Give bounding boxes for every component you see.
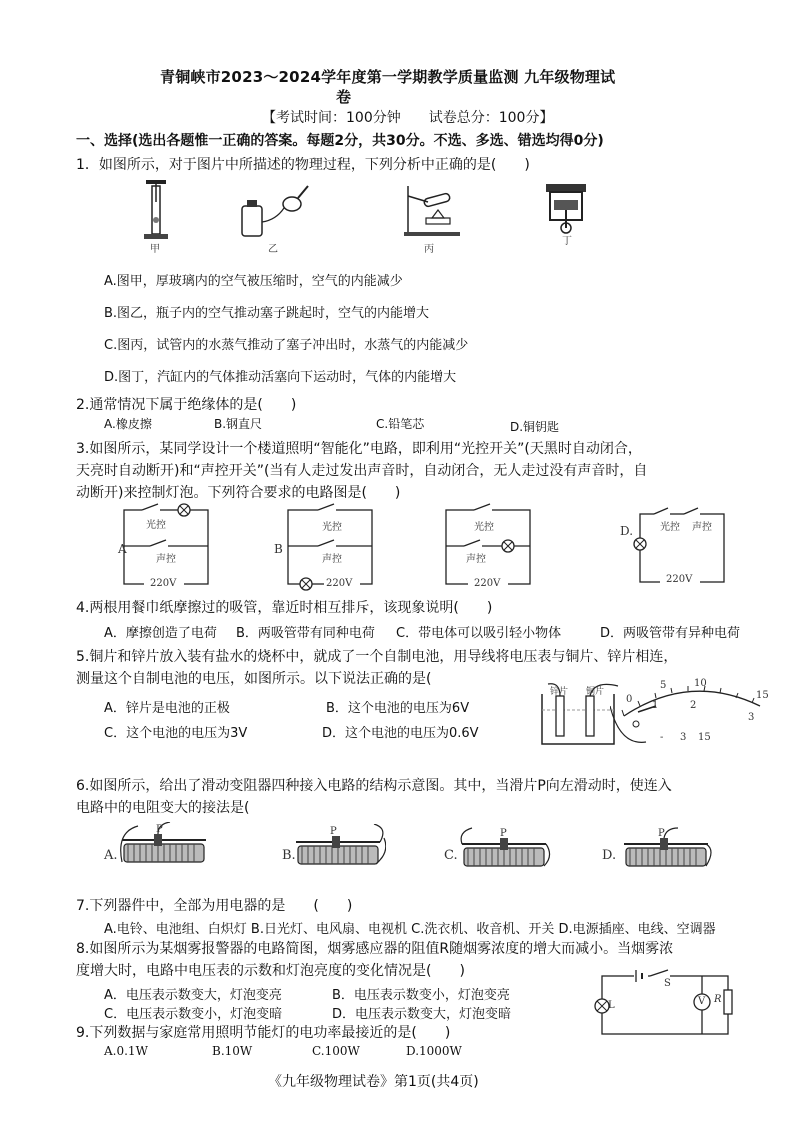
- q1-option-b: B.图乙，瓶子内的空气推动塞子跳起时，空气的内能增大: [104, 306, 430, 321]
- q6-letter-d: D.: [602, 848, 617, 863]
- q3-a-light-label: 光控: [146, 520, 166, 531]
- q4-option-c: C．带电体可以吸引轻小物体: [396, 626, 562, 641]
- q8-stem-line1: 8.如图所示为某烟雾报警器的电路简图，烟雾感应器的阻值R随烟雾浓度的增大而减小。当烟雾浓: [76, 941, 674, 957]
- q3-letter-d: D.: [620, 524, 634, 538]
- q8-option-d: D．电压表示数变大，灯泡变暗: [332, 1007, 512, 1022]
- q5-scale-top-10: 10: [694, 678, 707, 689]
- q1-stem: 1．如图所示，对于图片中所描述的物理过程，下列分析中正确的是( ): [76, 157, 530, 173]
- q6-slider-c: P: [500, 828, 507, 839]
- section1-heading: 一、选择(选出各题惟一正确的答案。每题2分，共30分。不选、多选、错选均得0分): [76, 133, 604, 149]
- q8-switch-label: S: [664, 978, 671, 989]
- q3-letter-a: A: [118, 542, 127, 556]
- q9-option-c: C.100W: [312, 1044, 360, 1058]
- q5-scale-top-5: 5: [660, 680, 667, 691]
- q3-b-sound-label: 声控: [322, 554, 342, 565]
- q3-b-light-label: 光控: [322, 522, 342, 533]
- q5-terminal-3: 3: [680, 732, 687, 743]
- q1-label-yi: 乙: [268, 244, 278, 255]
- q5-option-d: D．这个电池的电压为0.6V: [322, 726, 479, 741]
- q3-stem-line1: 3.如图所示，某同学设计一个楼道照明“智能化”电路，即利用“光控开关”(天黑时自动闭合，: [76, 441, 642, 457]
- q3-d-sound-label: 声控: [692, 522, 712, 533]
- q6-rheostat-a: [118, 822, 212, 872]
- q5-copper-label: 铜片: [586, 687, 605, 697]
- q7-stem: 7.下列器件中，全部为用电器的是 ( ): [76, 898, 353, 914]
- q5-scale-bottom-2: 2: [690, 700, 697, 711]
- q1-label-jia: 甲: [150, 244, 160, 255]
- q6-slider-d: P: [658, 828, 665, 839]
- q2-option-b: B.钢直尺: [214, 417, 263, 431]
- exam-info: 【考试时间：100分钟 试卷总分：100分】: [262, 110, 554, 126]
- q5-terminal-neg: -: [660, 732, 664, 743]
- q3-stem-line2: 天亮时自动断开)和“声控开关”(当有人走过发出声音时，自动闭合，无人走过没有声音时，自: [76, 463, 648, 479]
- q9-option-b: B.10W: [212, 1044, 253, 1058]
- q8-stem-line2: 度增大时，电路中电压表的示数和灯泡亮度的变化情况是( ): [76, 963, 465, 979]
- q6-slider-a: P: [156, 824, 163, 835]
- q7-options: A.电铃、电池组、白炽灯 B.日光灯、电风扇、电视机 C.洗衣机、收音机、开关 D.电源插座、电线、空调器: [104, 922, 716, 937]
- q8-option-c: C．电压表示数变小，灯泡变暗: [104, 1007, 283, 1022]
- q5-option-c: C．这个电池的电压为3V: [104, 726, 248, 741]
- q9-option-d: D.1000W: [406, 1044, 462, 1058]
- q5-voltmeter-figure: [610, 676, 770, 752]
- q5-scale-top-15: 15: [756, 690, 769, 701]
- q6-stem-line2: 电路中的电阻变大的接法是(: [76, 800, 250, 816]
- q5-scale-top-0: 0: [626, 694, 633, 705]
- q1-label-ding: 丁: [562, 236, 572, 247]
- q6-rheostat-b: [292, 824, 386, 874]
- q3-d-light-label: 光控: [660, 522, 680, 533]
- q4-option-a: A．摩擦创造了电荷: [104, 626, 217, 641]
- q8-resistor-label: R: [714, 994, 722, 1005]
- q3-c-voltage: 220V: [474, 578, 501, 589]
- q3-a-voltage: 220V: [150, 578, 177, 589]
- q5-stem-line2: 测量这个自制电池的电压，如图所示。以下说法正确的是(: [76, 671, 432, 687]
- q5-scale-bottom-3: 3: [748, 712, 755, 723]
- q9-option-a: A.0.1W: [104, 1044, 148, 1058]
- exam-title-line1: 青铜峡市2023～2024学年度第一学期教学质量监测 九年级物理试: [160, 68, 616, 86]
- q9-stem: 9.下列数据与家庭常用照明节能灯的电功率最接近的是( ): [76, 1025, 451, 1041]
- q1-figure-bing: [404, 182, 464, 240]
- q3-a-sound-label: 声控: [156, 554, 176, 565]
- q3-b-voltage: 220V: [326, 578, 353, 589]
- q2-option-c: C.铅笔芯: [376, 417, 425, 431]
- q3-stem-line3: 动断开)来控制灯泡。下列符合要求的电路图是( ): [76, 485, 401, 501]
- q4-stem: 4.两根用餐巾纸摩擦过的吸管，靠近时相互排斥，该现象说明( ): [76, 600, 493, 616]
- q2-option-a: A.橡皮擦: [104, 417, 152, 431]
- q1-option-c: C.图丙，试管内的水蒸气推动了塞子冲出时，水蒸气的内能减少: [104, 338, 469, 353]
- q3-c-light-label: 光控: [474, 522, 494, 533]
- q5-option-a: A．锌片是电池的正极: [104, 701, 230, 716]
- q1-option-d: D.图丁，汽缸内的气体推动活塞向下运动时，气体的内能增大: [104, 370, 457, 385]
- q6-slider-b: P: [330, 826, 337, 837]
- q6-letter-c: C.: [444, 848, 458, 863]
- page-footer: 《九年级物理试卷》第1页(共4页): [268, 1074, 479, 1090]
- q6-letter-a: A.: [104, 848, 118, 863]
- q1-figure-jia: [138, 180, 178, 248]
- q6-letter-b: B.: [282, 848, 296, 863]
- q5-terminal-15: 15: [698, 732, 711, 743]
- q6-rheostat-d: [620, 826, 714, 876]
- q4-option-b: B．两吸管带有同种电荷: [236, 626, 375, 641]
- q1-option-a: A.图甲，厚玻璃内的空气被压缩时，空气的内能减少: [104, 274, 403, 289]
- q8-lamp-label: L: [608, 1000, 615, 1011]
- q2-option-d: D.铜钥匙: [510, 420, 560, 434]
- q5-option-b: B．这个电池的电压为6V: [326, 701, 470, 716]
- q5-stem-line1: 5.铜片和锌片放入装有盐水的烧杯中，就成了一个自制电池，用导线将电压表与铜片、锌片相连，: [76, 649, 678, 665]
- q2-stem: 2.通常情况下属于绝缘体的是( ): [76, 397, 297, 413]
- q6-stem-line1: 6.如图所示，给出了滑动变阻器四种接入电路的结构示意图。其中，当滑片P向左滑动时，使连入: [76, 778, 672, 794]
- q3-d-voltage: 220V: [666, 574, 693, 585]
- q1-figure-ding: [540, 180, 596, 236]
- q1-figure-yi: [236, 180, 316, 242]
- q8-option-a: A．电压表示数变大，灯泡变亮: [104, 988, 282, 1003]
- q8-option-b: B．电压表示数变小，灯泡变亮: [332, 988, 510, 1003]
- q8-meter-label: V: [698, 996, 706, 1007]
- q3-letter-b: B: [274, 542, 283, 556]
- q4-option-d: D．两吸管带有异种电荷: [600, 626, 741, 641]
- q1-label-bing: 丙: [424, 244, 434, 255]
- q3-c-sound-label: 声控: [466, 554, 486, 565]
- exam-title-line2: 卷: [336, 88, 352, 106]
- q5-zinc-label: 锌片: [550, 687, 569, 697]
- q5-scale-bottom-1: 1: [652, 700, 659, 711]
